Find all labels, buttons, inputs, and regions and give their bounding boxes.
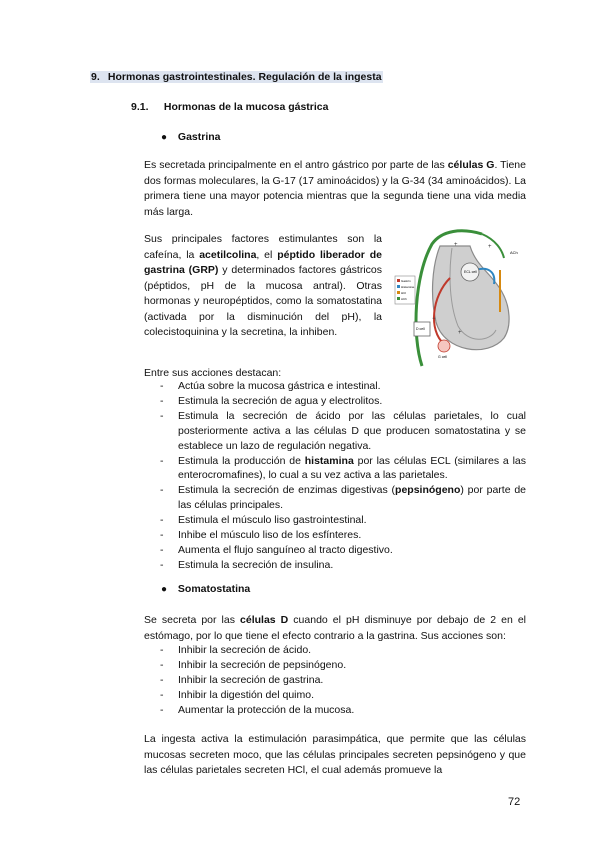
text-run: . Tiene dos formas moleculares, la G-17 (17 aminoácidos) y la G-34 (34 aminoácidos). La primera tiene una mayor potencia mientras que la segunda tiene una vida media más larga.	[144, 159, 526, 218]
ecl-cell-label: ECL cell	[464, 270, 477, 274]
list-item: - Aumentar la protección de la mucosa.	[144, 703, 526, 718]
legend-label: ACh	[401, 297, 407, 301]
section-heading	[90, 71, 383, 83]
ach-label: ACh	[510, 250, 518, 255]
legend-swatch-gastrin	[397, 279, 400, 282]
subsection-title: Hormonas de la mucosa gástrica	[163, 101, 329, 113]
plus-sign: +	[454, 242, 458, 248]
list-item: - Inhibir la secreción de ácido.	[144, 643, 526, 658]
section-title: Hormonas gastrointestinales. Regulación de la ingesta	[107, 71, 382, 83]
list-item	[144, 454, 526, 484]
bold-term: pepsinógeno	[395, 484, 461, 497]
list-item: - Estimula la secreción de agua y electrolitos.	[144, 394, 526, 409]
text-run: Estimula la producción de	[178, 454, 305, 467]
plus-sign: +	[458, 330, 462, 336]
text-run: Se secreta por las	[144, 614, 241, 626]
list-item: - Inhibir la digestión del quimo.	[144, 688, 526, 703]
legend-label: Gastrin	[401, 279, 411, 283]
bold-term: péptido liberador de gastrina (GRP)	[144, 248, 382, 276]
text-run: ) por parte de las células principales.	[178, 484, 526, 512]
text-run: Estimula la secreción de enzimas digestivas (	[178, 484, 396, 497]
bullet-icon: ●	[161, 584, 168, 595]
gastrina-actions-intro: Entre sus acciones destacan:	[144, 367, 282, 379]
list-item: - Estimula el músculo liso gastrointestinal.	[144, 513, 526, 528]
list-item: - Inhibir la secreción de pepsinógeno.	[144, 658, 526, 673]
legend-label: HCl	[401, 291, 406, 295]
gastric-regulation-diagram	[392, 226, 526, 372]
text-run: Sus principales factores estimulantes son la cafeína, la	[144, 233, 382, 261]
gastrina-actions-list	[144, 379, 526, 573]
somatostatina-heading	[161, 583, 250, 595]
somatostatina-heading-text: Somatostatina	[177, 583, 251, 595]
d-cell-label: D cell	[416, 327, 425, 331]
somatostatina-actions-list	[144, 643, 526, 718]
subsection-heading	[131, 101, 328, 113]
bold-term: células G	[447, 159, 495, 171]
legend-label: Histamine	[401, 285, 415, 289]
g-cell-label: G cell	[438, 355, 447, 359]
text-run: y determinados factores gástricos (péptidos, pH de la mucosa antral). Otras hormonas y neuropéptidos, como la somatostatina (activada por la disminución del pH), la colecistoquinina y la secretina, la inhiben.	[144, 264, 383, 338]
gastrina-heading-text: Gastrina	[177, 131, 221, 143]
gastrina-intro-paragraph	[144, 158, 526, 220]
bold-term: células D	[240, 614, 289, 626]
minus-sign: −	[432, 316, 436, 322]
closing-paragraph: La ingesta activa la estimulación parasimpática, que permite que las células mucosas secreten moco, que las células principales secreten pepsinógeno y que las células parietales secreten HCl, el cual además promueve la	[144, 733, 526, 776]
legend-swatch-histamine	[397, 285, 400, 288]
gastrina-heading	[161, 131, 221, 143]
text-run: por las células ECL (similares a las enterocromafines), lo cual a su vez activa a las parietales.	[178, 454, 527, 482]
bullet-icon: ●	[161, 132, 168, 143]
legend-swatch-ach	[397, 297, 400, 300]
gastrina-stimulants-paragraph	[144, 232, 382, 341]
list-item: - Aumenta el flujo sanguíneo al tracto digestivo.	[144, 543, 526, 558]
text-run: , el	[256, 248, 278, 261]
text-run: Es secretada principalmente en el antro gástrico por parte de las	[144, 159, 448, 171]
list-item: - Inhibe el músculo liso de los esfínteres.	[144, 528, 526, 543]
somatostatina-intro-paragraph	[144, 613, 526, 644]
section-number: 9.	[91, 71, 100, 83]
list-item: - Inhibir la secreción de gastrina.	[144, 673, 526, 688]
subsection-number: 9.1.	[131, 101, 149, 113]
list-item	[144, 483, 526, 513]
list-item: - Estimula la secreción de insulina.	[144, 558, 526, 573]
text-run: cuando el pH disminuye por debajo de 2 en el estómago, por lo que tiene el efecto contrario a la gastrina. Sus acciones son:	[144, 614, 527, 642]
list-item: - Estimula la secreción de ácido por las células parietales, lo cual posteriormente activa a las células D que producen somatostatina y se establece un lazo de regulación negativa.	[144, 409, 526, 454]
legend-swatch-hcl	[397, 291, 400, 294]
plus-sign: +	[488, 244, 492, 250]
g-cell	[438, 340, 450, 352]
bold-term: histamina	[304, 454, 354, 467]
list-item: - Actúa sobre la mucosa gástrica e intestinal.	[144, 379, 526, 394]
bold-term: acetilcolina	[199, 248, 257, 261]
page-number: 72	[508, 796, 521, 808]
